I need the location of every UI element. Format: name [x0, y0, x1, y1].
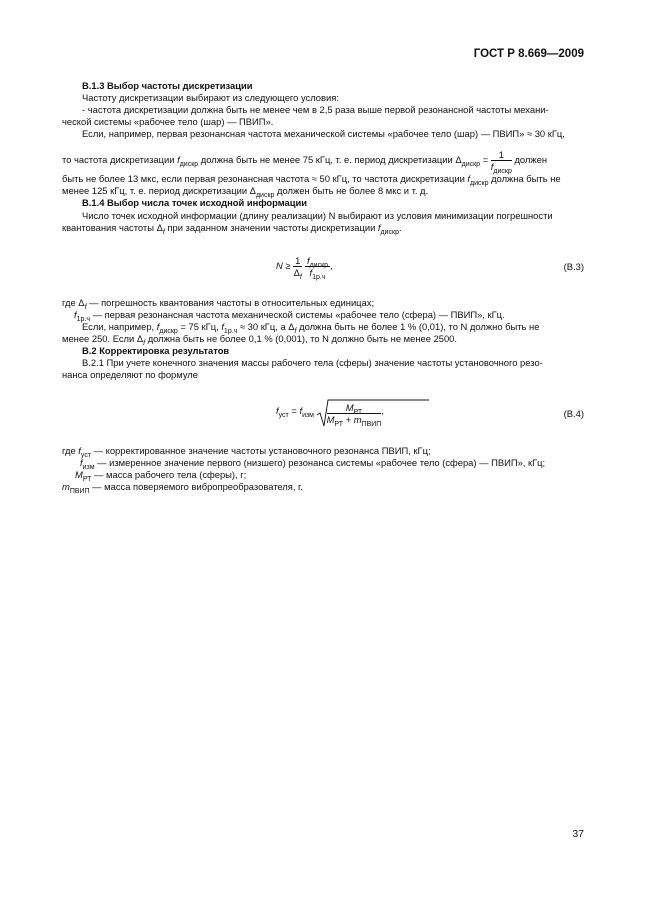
symbol: = — [291, 405, 297, 416]
subscript: дискр — [470, 179, 489, 187]
where-line — [62, 297, 374, 309]
formula-b3 — [276, 254, 333, 281]
text: должна быть не — [488, 173, 561, 184]
equation-number: (В.3) — [563, 261, 584, 272]
text: ≈ 30 кГц, а Δ — [237, 321, 295, 332]
text: — первая резонансная частота механической системы «рабочее тело (сфера) — ПВИП», кГц. — [90, 309, 505, 320]
text: при заданном значении частоты дискретизации — [164, 222, 378, 233]
subscript: 1р.ч — [223, 327, 238, 335]
numerator: 1 — [491, 149, 512, 161]
symbol: f — [276, 405, 279, 416]
text: должен — [511, 154, 548, 165]
subscript: дискр — [309, 261, 329, 269]
document-id: ГОСТ Р 8.669—2009 — [473, 48, 584, 60]
symbol: = — [482, 154, 489, 165]
fraction — [293, 255, 302, 281]
symbol: m — [62, 481, 70, 492]
text: менее 125 кГц, т. е. период дискретизации Δ — [62, 185, 256, 196]
text: менее 250. Если Δ — [62, 333, 144, 344]
symbol: m — [353, 413, 362, 425]
paragraph: Частоту дискретизации выбирают из следующего условия: — [82, 92, 339, 103]
symbol: M — [75, 469, 83, 480]
paragraph — [82, 321, 539, 333]
denominator: $\Delta_f$ — [293, 267, 302, 281]
paragraph: - частота дискретизации должна быть не менее чем в 2,5 раза выше первой резонансной частоты механи- — [82, 104, 549, 115]
where-line — [62, 445, 431, 457]
subscript: f — [294, 327, 297, 335]
symbol: f — [74, 309, 77, 320]
section-title-b2: В.2 Корректировка результатов — [82, 345, 230, 356]
subscript: f — [162, 228, 165, 236]
symbol: , — [330, 260, 333, 271]
subscript: f — [84, 303, 87, 311]
symbol: f — [377, 222, 381, 233]
text: должен быть не более 8 мкс и т. д. — [274, 185, 429, 196]
subscript: дискр — [461, 160, 481, 168]
paragraph: Число точек исходной информации (длину реализации) N выбирают из условия минимизации погрешности — [82, 210, 553, 221]
text: быть не более 13 мкс, если первая резонансная частота ≈ 50 кГц, то частота дискретизации — [62, 173, 468, 184]
subscript: изм — [82, 463, 95, 471]
symbol: f — [156, 321, 160, 332]
text: где Δ — [62, 297, 85, 308]
where-line — [75, 469, 246, 481]
subscript: дискр — [159, 327, 178, 335]
symbol: . — [398, 222, 402, 233]
paragraph — [62, 222, 402, 234]
text: — корректированное значение частоты установочного резонанса ПВИП, кГц; — [91, 445, 431, 456]
subscript: f — [143, 339, 146, 347]
subscript: дискр — [380, 228, 399, 236]
where-line — [74, 309, 505, 321]
section-title-b14: В.1.4 Выбор числа точек исходной информации — [82, 197, 308, 208]
subscript: РТ — [82, 475, 92, 483]
symbol: M — [345, 401, 354, 413]
symbol: M — [326, 413, 335, 425]
subscript: изм — [302, 411, 314, 419]
radical-sign — [317, 399, 429, 427]
symbol: N — [276, 260, 283, 271]
text: где — [62, 445, 76, 456]
subscript: РТ — [334, 420, 344, 428]
subscript: дискр — [255, 191, 275, 199]
text: — масса поверяемого вибропреобразователя, г. — [89, 481, 303, 492]
symbol: f — [80, 457, 83, 468]
where-line — [80, 457, 545, 469]
symbol: f — [78, 445, 81, 456]
subscript: f — [299, 273, 302, 281]
text: должна быть не более 0,1 % (0,001), то N должно быть не менее 2500. — [145, 333, 457, 344]
subscript: 1р.ч — [76, 315, 90, 323]
paragraph — [62, 333, 457, 345]
symbol: f — [177, 154, 180, 165]
equation-number: (В.4) — [563, 408, 584, 419]
subscript: дискр — [493, 167, 512, 175]
section-title-b13: В.1.3 Выбор частоты дискретизации — [82, 80, 253, 91]
paragraph — [62, 185, 428, 197]
paragraph: В.2.1 При учете конечного значения массы рабочего тела (сферы) значение частоты установочного резо- — [82, 357, 543, 368]
subscript: уст — [278, 411, 289, 419]
formula-b4 — [276, 398, 384, 428]
text: — погрешность квантования частоты в относительных единицах; — [86, 297, 375, 308]
symbol: + — [345, 413, 352, 425]
text: должна быть не более 1 % (0,01), то N должно быть не — [296, 321, 540, 332]
square-root — [317, 399, 382, 428]
page-number: 37 — [572, 828, 584, 840]
symbol: f — [467, 173, 471, 184]
where-line — [62, 481, 303, 493]
paragraph-with-fraction — [62, 147, 547, 173]
numerator — [305, 255, 330, 267]
subscript: уст — [80, 451, 92, 459]
text: то частота дискретизации — [62, 154, 178, 165]
symbol: f — [306, 255, 310, 267]
text: = 75 кГц, — [177, 321, 222, 332]
symbol: f — [299, 405, 303, 416]
symbol: f — [309, 267, 313, 279]
subscript: 1р.ч — [312, 273, 326, 281]
subscript: РТ — [353, 408, 363, 416]
fraction — [490, 149, 512, 175]
text: Если, например, — [82, 321, 157, 332]
text: — измеренное значение первого (низшего) резонанса системы «рабочее тело (сфера) — ПВИП», кГц; — [94, 457, 546, 468]
subscript: дискр — [179, 160, 199, 168]
text: — масса рабочего тела (сферы), г; — [91, 469, 247, 480]
paragraph: Если, например, первая резонансная частота механической системы «рабочее тело (шар) — ПВИП» ≈ 30 кГц, — [82, 128, 565, 139]
paragraph: ческой системы «рабочее тело (шар) — ПВИП». — [62, 116, 274, 127]
symbol: f — [490, 161, 494, 173]
subscript: ПВИП — [361, 420, 382, 428]
fraction — [305, 255, 330, 281]
paragraph: нанса определяют по формуле — [62, 369, 198, 380]
denominator — [490, 161, 512, 175]
symbol: ≥ — [285, 260, 291, 271]
numerator: 1 — [295, 255, 301, 267]
text: квантования частоты Δ — [62, 222, 163, 233]
text: должна быть не менее 75 кГц, т. е. период дискретизации Δ — [198, 154, 462, 165]
symbol: f — [221, 321, 224, 332]
paragraph — [62, 173, 561, 185]
symbol: , — [381, 405, 384, 416]
subscript: ПВИП — [69, 487, 90, 495]
